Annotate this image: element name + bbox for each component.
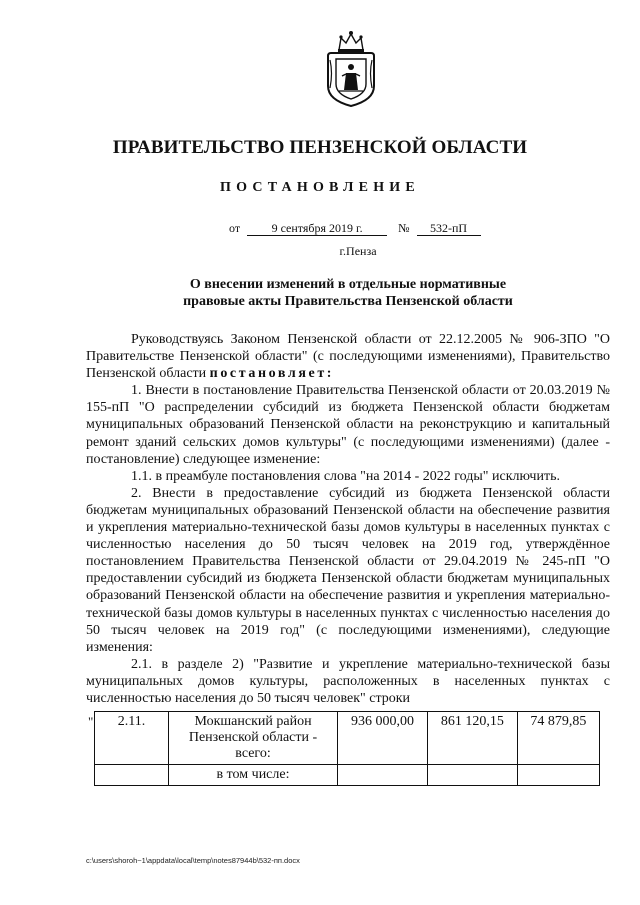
paragraph-2-1: 2.1. в разделе 2) "Развитие и укрепление материально-технической базы муниципальных домов культуры, расположенных в населенных пунктах с численностью населения до 50 тысяч человек" строки <box>86 656 610 706</box>
document-number: 532-пП <box>417 222 481 236</box>
row-number: 2.11. <box>95 712 169 765</box>
table-open-quote: " <box>88 714 94 729</box>
table-row <box>95 765 600 786</box>
row-name: Мокшанский район Пензенской области - всего: <box>169 712 338 765</box>
row-value-1: 936 000,00 <box>338 712 428 765</box>
decree-word: постановляет: <box>209 366 335 382</box>
number-label: № <box>398 221 410 235</box>
row-value-1 <box>338 765 428 786</box>
row-number <box>95 765 169 786</box>
row-value-3: 74 879,85 <box>517 712 599 765</box>
from-label: от <box>229 221 241 235</box>
government-title: ПРАВИТЕЛЬСТВО ПЕНЗЕНСКОЙ ОБЛАСТИ <box>112 137 528 158</box>
preamble-paragraph <box>86 331 610 382</box>
file-path-footer: c:\users\shoroh~1\appdata\local\temp\notes87944b\532-пп.docx <box>86 856 300 865</box>
document-body <box>86 331 610 707</box>
subject-line-2: правовые акты Правительства Пензенской области <box>183 294 513 309</box>
coat-of-arms-icon <box>322 28 380 108</box>
paragraph-1: 1. Внести в постановление Правительства Пензенской области от 20.03.2019 № 155-пП "О распределении субсидий из бюджета Пензенской области бюджетам муниципальных образований Пензенской области на реконструкцию и капитальный ремонт зданий сельских домов культуры" (с последующими изменениями) (далее - постановление) следующее изменение: <box>86 383 610 467</box>
document-date: 9 сентября 2019 г. <box>247 222 387 236</box>
preamble-text: Руководствуясь Законом Пензенской области от 22.12.2005 № 906-ЗПО "О Правительстве Пензенской области" (с последующими изменениями), Правительство Пензенской области <box>86 332 610 382</box>
document-type: ПОСТАНОВЛЕНИЕ <box>220 180 420 195</box>
table-row <box>95 712 600 765</box>
document-subject <box>0 276 640 310</box>
subject-line-1: О внесении изменений в отдельные нормативные <box>189 277 507 292</box>
row-value-3 <box>517 765 599 786</box>
paragraph-2: 2. Внести в предоставление субсидий из бюджета Пензенской области бюджетам муниципальных образований Пензенской области на обеспечение развития и укрепления материально-технической базы домов культуры в населенных пунктах с численностью населения до 50 тысяч человек на 2019 год, утверждённое постановлением Правительства Пензенской области от 29.04.2019 № 245-пП "О предоставлении субсидий из бюджета Пензенской области бюджетам муниципальных образований Пензенской области на обеспечение развития и укрепления материально-технической базы домов культуры в населенных пунктах с численностью населения до 50 тысяч человек на 2019 год" (с последующими изменениями), следующие изменения: <box>86 485 610 655</box>
row-name: в том числе: <box>169 765 338 786</box>
paragraph-1-1: 1.1. в преамбуле постановления слова "на 2014 - 2022 годы" исключить. <box>131 468 560 484</box>
row-value-2 <box>427 765 517 786</box>
city: г.Пенза <box>339 244 377 258</box>
row-value-2: 861 120,15 <box>427 712 517 765</box>
date-number-line <box>229 221 481 236</box>
amendment-table <box>94 711 600 786</box>
